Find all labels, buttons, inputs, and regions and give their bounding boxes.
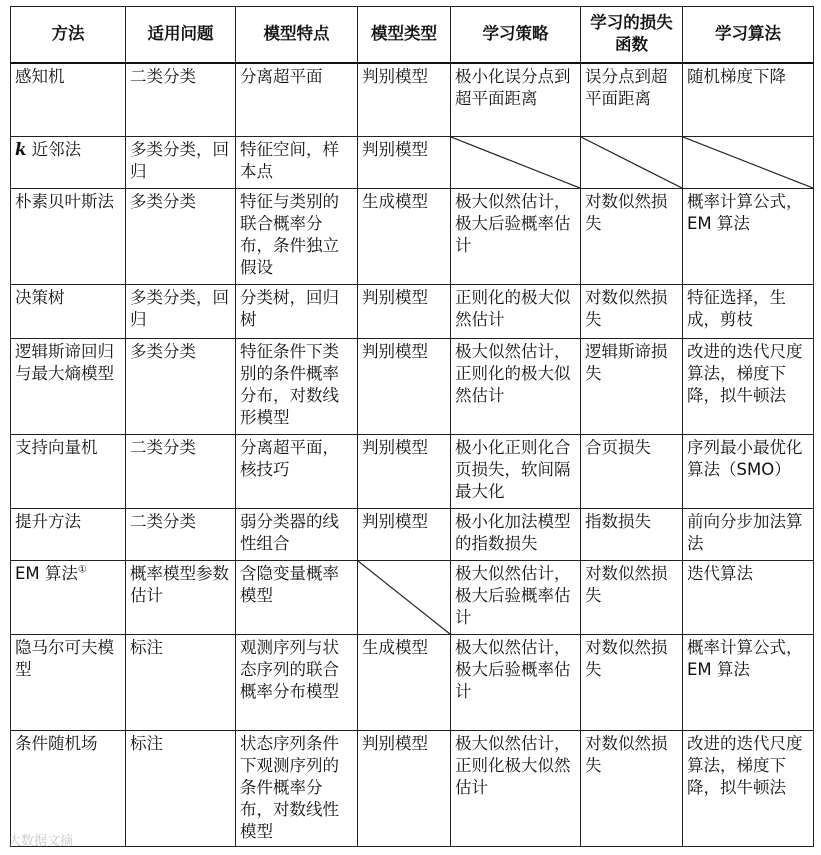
cell-method [11, 137, 126, 189]
cell-loss: 对数似然损失 [581, 285, 683, 339]
header-feature: 模型特点 [236, 7, 358, 63]
diagonal-slash [581, 137, 682, 188]
cell-type: 生成模型 [358, 189, 451, 285]
table-row [11, 137, 814, 189]
table-row [11, 561, 814, 635]
cell-method: 感知机 [11, 63, 126, 137]
diagonal-slash [683, 137, 813, 188]
method-k-letter: k [15, 140, 27, 159]
cell-algo: 概率计算公式，EM 算法 [683, 189, 814, 285]
cell-strategy: 极小化正则化合页损失，软间隔最大化 [451, 435, 581, 509]
table-row [11, 731, 814, 847]
cell-strategy: 极大似然估计，正则化极大似然估计 [451, 731, 581, 847]
header-loss: 学习的损失函数 [581, 7, 683, 63]
header-problem: 适用问题 [126, 7, 236, 63]
cell-problem: 概率模型参数估计 [126, 561, 236, 635]
cell-type: 生成模型 [358, 635, 451, 731]
cell-feature: 特征条件下类别的条件概率分布，对数线形模型 [236, 339, 358, 435]
table-row [11, 435, 814, 509]
cell-algo: 前向分步加法算法 [683, 509, 814, 561]
cell-feature: 观测序列与状态序列的联合概率分布模型 [236, 635, 358, 731]
cell-loss: 对数似然损失 [581, 189, 683, 285]
cell-problem: 二类分类 [126, 63, 236, 137]
table-row [11, 63, 814, 137]
cell-loss: 对数似然损失 [581, 561, 683, 635]
cell-algo: 概率计算公式，EM 算法 [683, 635, 814, 731]
cell-method: 决策树 [11, 285, 126, 339]
header-method: 方法 [11, 7, 126, 63]
cell-algo: 迭代算法 [683, 561, 814, 635]
table-row [11, 285, 814, 339]
cell-loss: 对数似然损失 [581, 731, 683, 847]
cell-type: 判别模型 [358, 137, 451, 189]
diagonal-slash [358, 561, 450, 634]
cell-method: 提升方法 [11, 509, 126, 561]
cell-feature: 状态序列条件下观测序列的条件概率分布，对数线性模型 [236, 731, 358, 847]
cell-strategy: 极小化加法模型的指数损失 [451, 509, 581, 561]
cell-problem: 多类分类，回归 [126, 137, 236, 189]
cell-type: 判别模型 [358, 285, 451, 339]
diagonal-slash [451, 137, 580, 188]
cell-method: 逻辑斯谛回归与最大熵模型 [11, 339, 126, 435]
cell-type: 判别模型 [358, 63, 451, 137]
cell-algo: 随机梯度下降 [683, 63, 814, 137]
cell-loss: 指数损失 [581, 509, 683, 561]
cell-loss: 逻辑斯谛损失 [581, 339, 683, 435]
cell-loss-empty [581, 137, 683, 189]
watermark-logo: 大数据文摘 [8, 834, 74, 849]
cell-type: 判别模型 [358, 509, 451, 561]
cell-feature: 含隐变量概率模型 [236, 561, 358, 635]
cell-feature: 分类树，回归树 [236, 285, 358, 339]
cell-method [11, 561, 126, 635]
cell-strategy: 正则化的极大似然估计 [451, 285, 581, 339]
table-row [11, 509, 814, 561]
cell-loss: 对数似然损失 [581, 635, 683, 731]
table-row [11, 189, 814, 285]
cell-method: 支持向量机 [11, 435, 126, 509]
cell-feature: 特征与类别的联合概率分布，条件独立假设 [236, 189, 358, 285]
cell-method: 朴素贝叶斯法 [11, 189, 126, 285]
header-row [11, 7, 814, 63]
method-name: 近邻法 [26, 140, 82, 159]
cell-loss: 误分点到超平面距离 [581, 63, 683, 137]
header-strategy: 学习策略 [451, 7, 581, 63]
table-row [11, 339, 814, 435]
cell-type-empty [358, 561, 451, 635]
cell-problem: 多类分类 [126, 189, 236, 285]
cell-algo: 特征选择，生成，剪枝 [683, 285, 814, 339]
cell-strategy: 极大似然估计，极大后验概率估计 [451, 561, 581, 635]
cell-feature: 弱分类器的线性组合 [236, 509, 358, 561]
cell-feature: 特征空间，样本点 [236, 137, 358, 189]
cell-problem: 二类分类 [126, 509, 236, 561]
footnote-mark: ① [77, 564, 87, 576]
cell-feature: 分离超平面 [236, 63, 358, 137]
cell-method: 隐马尔可夫模型 [11, 635, 126, 731]
cell-type: 判别模型 [358, 731, 451, 847]
cell-problem: 二类分类 [126, 435, 236, 509]
cell-strategy-empty [451, 137, 581, 189]
cell-method: 条件随机场 [11, 731, 126, 847]
cell-loss: 合页损失 [581, 435, 683, 509]
cell-feature: 分离超平面，核技巧 [236, 435, 358, 509]
cell-strategy: 极大似然估计，正则化的极大似然估计 [451, 339, 581, 435]
header-type: 模型类型 [358, 7, 451, 63]
ml-methods-table [10, 6, 814, 847]
cell-algo: 改进的迭代尺度算法，梯度下降，拟牛顿法 [683, 731, 814, 847]
cell-problem: 标注 [126, 731, 236, 847]
cell-strategy: 极大似然估计，极大后验概率估计 [451, 635, 581, 731]
cell-type: 判别模型 [358, 339, 451, 435]
cell-strategy: 极大似然估计，极大后验概率估计 [451, 189, 581, 285]
method-name: EM 算法 [15, 564, 78, 583]
cell-strategy: 极小化误分点到超平面距离 [451, 63, 581, 137]
cell-type: 判别模型 [358, 435, 451, 509]
cell-algo: 改进的迭代尺度算法，梯度下降，拟牛顿法 [683, 339, 814, 435]
cell-algo-empty [683, 137, 814, 189]
cell-problem: 标注 [126, 635, 236, 731]
cell-problem: 多类分类，回归 [126, 285, 236, 339]
cell-algo: 序列最小最优化算法（SMO） [683, 435, 814, 509]
table-row [11, 635, 814, 731]
cell-problem: 多类分类 [126, 339, 236, 435]
header-algo: 学习算法 [683, 7, 814, 63]
